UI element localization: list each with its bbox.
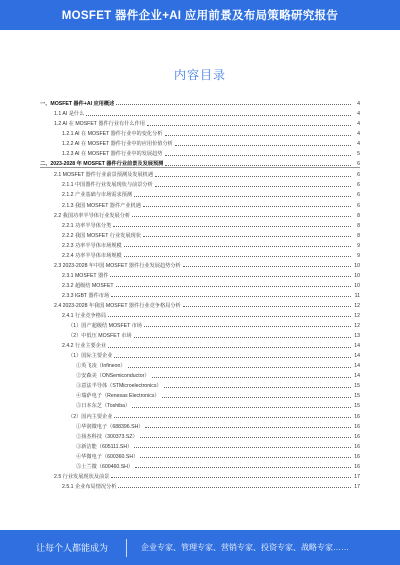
toc-page-number: 4 — [357, 121, 360, 128]
toc-entry[interactable] — [40, 349, 360, 359]
toc-dot-leader — [165, 155, 352, 156]
toc-entry-label: （1）国产超级结 MOSFET 市场 — [68, 323, 142, 330]
toc-entry-label: （1）国际主要企业 — [68, 353, 113, 360]
toc-page-number: 12 — [354, 323, 360, 330]
toc-entry-label: 2.3.1 MOSFET 器件 — [62, 272, 109, 279]
report-header-bar — [0, 0, 400, 30]
toc-entry[interactable] — [40, 309, 360, 319]
toc-dot-leader — [108, 347, 351, 348]
toc-entry[interactable] — [40, 470, 360, 480]
toc-entry-label: 2.2 我国功率半导体行业发展分析 — [54, 212, 131, 219]
toc-entry-label: 2.4 2023-2028 年我国 MOSFET 器件行业竞争格局分析 — [54, 302, 181, 309]
toc-entry[interactable] — [40, 399, 360, 409]
toc-entry-label: ④瑞萨电子（Renesas Electronics） — [76, 393, 160, 400]
toc-dot-leader — [113, 226, 351, 227]
toc-dot-leader — [118, 487, 351, 488]
toc-page-number: 9 — [357, 252, 360, 259]
toc-page-number: 10 — [354, 282, 360, 289]
toc-dot-leader — [86, 115, 351, 116]
report-title: MOSFET 器件企业+AI 应用前景及布局策略研究报告 — [61, 10, 339, 22]
toc-page-number: 4 — [357, 141, 360, 148]
toc-entry[interactable] — [40, 389, 360, 399]
toc-entry[interactable] — [40, 107, 360, 117]
toc-page-number: 6 — [357, 192, 360, 199]
toc-dot-leader — [135, 467, 351, 468]
toc-entry-label: 2.1.3 我国 MOSFET 器件产业机遇 — [62, 202, 141, 209]
toc-dot-leader — [155, 186, 351, 187]
toc-entry[interactable] — [40, 157, 360, 168]
toc-page-number: 15 — [354, 403, 360, 410]
toc-dot-leader — [132, 407, 351, 408]
toc-page-number: 6 — [357, 172, 360, 179]
toc-entry[interactable] — [40, 480, 360, 490]
toc-entry-label: 1.1 AI 是什么 — [54, 111, 85, 118]
toc-entry-label: 2.2.2 我国 MOSFET 行业发展现状 — [62, 232, 141, 239]
toc-entry-label: 2.1.2 产业基础与市场需求预测 — [62, 192, 133, 199]
toc-entry-label: 一、MOSFET 器件+AI 应用概述 — [40, 101, 115, 108]
toc-entry[interactable] — [40, 249, 360, 259]
toc-page-number: 13 — [354, 333, 360, 340]
toc-entry-label: （2）中低压 MOSFET 市场 — [68, 333, 132, 340]
footer-slogan-left: 让每个人都能成为 — [36, 543, 109, 553]
toc-page-number: 14 — [354, 363, 360, 370]
toc-entry-label: ③意法半导体（STMicroelectronics） — [76, 383, 162, 390]
toc-dot-leader — [124, 256, 351, 257]
toc-dot-leader — [114, 417, 351, 418]
toc-dot-leader — [114, 357, 351, 358]
toc-entry[interactable] — [40, 188, 360, 198]
toc-entry-label: 二、2023-2028 年 MOSFET 器件行业前景及发展预测 — [40, 161, 164, 168]
toc-entry[interactable] — [40, 178, 360, 188]
toc-dot-leader — [134, 447, 351, 448]
toc-dot-leader — [110, 276, 351, 277]
toc-entry[interactable] — [40, 440, 360, 450]
toc-page-number: 9 — [357, 242, 360, 249]
toc-dot-leader — [155, 176, 351, 177]
toc-entry-label: ②扬杰科技（300373.SZ） — [76, 433, 138, 440]
toc-page-number: 4 — [357, 131, 360, 138]
toc-dot-leader — [140, 437, 351, 438]
toc-entry[interactable] — [40, 137, 360, 147]
toc-dot-leader — [111, 296, 351, 297]
toc-entry-label: 2.1.1 中国器件行业发展现状与前景分析 — [62, 182, 153, 189]
toc-entry-label: 2.3 2023-2028 年中国 MOSFET 器件行业发展趋势分析 — [54, 262, 181, 269]
toc-entry-label: ④华微电子（600360.SH） — [76, 453, 139, 460]
toc-page-number: 8 — [357, 232, 360, 239]
toc-dot-leader — [183, 306, 351, 307]
toc-entry-label: 2.5.1 企业布局情况分析 — [62, 483, 117, 490]
toc-page-number: 16 — [354, 423, 360, 430]
toc-entry[interactable] — [40, 259, 360, 269]
toc-dot-leader — [165, 135, 352, 136]
toc-dot-leader — [108, 316, 351, 317]
toc-entry[interactable] — [40, 430, 360, 440]
toc-dot-leader — [134, 196, 351, 197]
toc-entry[interactable] — [40, 420, 360, 430]
toc-dot-leader — [116, 286, 351, 287]
toc-entry[interactable] — [40, 409, 360, 419]
toc-entry[interactable] — [40, 329, 360, 339]
toc-entry-label: 2.4.1 行业竞争格局 — [62, 313, 107, 320]
toc-page-number: 12 — [354, 302, 360, 309]
toc-dot-leader — [111, 477, 351, 478]
toc-entry[interactable] — [40, 168, 360, 178]
toc-page-number: 10 — [354, 262, 360, 269]
toc-page-number: 16 — [354, 443, 360, 450]
toc-page-number: 11 — [354, 292, 360, 299]
toc-entry-label: 1.2.3 AI 在 MOSFET 器件行业中的发展趋势 — [62, 151, 163, 158]
toc-heading: 内容目录 — [173, 68, 226, 82]
toc-page-number: 14 — [354, 373, 360, 380]
toc-dot-leader — [132, 216, 351, 217]
toc-page-number: 17 — [354, 473, 360, 480]
footer-bar — [0, 530, 400, 565]
toc-entry[interactable] — [40, 198, 360, 208]
toc-entry-label: 2.2.1 功率半导体分类 — [62, 222, 112, 229]
toc-page-number: 14 — [354, 343, 360, 350]
toc-page-number: 16 — [354, 463, 360, 470]
toc-entry[interactable] — [40, 239, 360, 249]
toc-page-number: 15 — [354, 393, 360, 400]
toc-page-number: 16 — [354, 453, 360, 460]
toc-entry[interactable] — [40, 379, 360, 389]
toc-page-number: 6 — [357, 202, 360, 209]
toc-entry-label: ②安森美（ONSemiconductor） — [76, 373, 150, 380]
toc-entry[interactable] — [40, 209, 360, 219]
toc-dot-leader — [128, 367, 351, 368]
toc-page-number: 4 — [357, 101, 360, 108]
toc-dot-leader — [162, 397, 351, 398]
toc-page-number: 6 — [357, 182, 360, 189]
toc-entry-label: ③新洁能（605111.SH） — [76, 443, 133, 450]
toc-dot-leader — [143, 206, 351, 207]
toc-dot-leader — [175, 145, 351, 146]
toc-entry-label: 2.4.2 行业主要企业 — [62, 343, 107, 350]
toc-entry[interactable] — [40, 127, 360, 137]
toc-page-number: 17 — [354, 483, 360, 490]
toc-page-number: 15 — [354, 383, 360, 390]
toc-dot-leader — [140, 457, 351, 458]
toc-entry[interactable] — [40, 289, 360, 299]
toc-entry-label: 1.2 AI 在 MOSFET 器件行业有什么作用 — [54, 121, 145, 128]
toc-entry[interactable] — [40, 359, 360, 369]
toc-page-number: 14 — [354, 353, 360, 360]
toc-entry[interactable] — [40, 219, 360, 229]
toc-entry-label: 2.3.2 超级结 MOSFET — [62, 282, 114, 289]
toc-dot-leader — [152, 377, 351, 378]
toc-entry[interactable] — [40, 117, 360, 127]
toc-entry[interactable] — [40, 147, 360, 157]
toc-entry-label: 2.2.4 功率半导体市场规模 — [62, 252, 122, 259]
footer-slogan-right: 企业专家、管理专家、营销专家、投资专家、战略专家…… — [141, 543, 350, 552]
toc-page-number: 4 — [357, 111, 360, 118]
toc-dot-leader — [147, 125, 351, 126]
toc-dot-leader — [165, 165, 351, 166]
toc-page-number: 12 — [354, 313, 360, 320]
toc-entry-label: 1.2.1 AI 在 MOSFET 器件行业中的变化分析 — [62, 131, 163, 138]
toc-dot-leader — [134, 337, 351, 338]
footer-divider — [126, 539, 127, 557]
toc-dot-leader — [144, 326, 351, 327]
toc-entry[interactable] — [40, 460, 360, 470]
toc-entry-label: 2.5 行业发展现状及前景 — [54, 473, 110, 480]
toc-entry[interactable] — [40, 269, 360, 279]
toc-entry-label: 2.1 MOSFET 器件行业前景预测及发展机遇 — [54, 172, 154, 179]
toc-dot-leader — [164, 387, 351, 388]
table-of-contents — [40, 97, 360, 490]
toc-entry-label: （2）国内主要企业 — [68, 413, 113, 420]
toc-dot-leader — [183, 266, 351, 267]
toc-entry[interactable] — [40, 319, 360, 329]
toc-entry[interactable] — [40, 279, 360, 289]
toc-entry-label: ①华润微电子（688396.SH） — [76, 423, 144, 430]
toc-page-number: 10 — [354, 272, 360, 279]
toc-entry[interactable] — [40, 369, 360, 379]
toc-page-number: 16 — [354, 413, 360, 420]
toc-entry-label: ⑤日本东芝（Toshiba） — [76, 403, 131, 410]
toc-entry-label: 2.3.3 IGBT 器件市场 — [62, 292, 110, 299]
toc-entry-label: 2.2.3 功率半导体市场规模 — [62, 242, 122, 249]
toc-dot-leader — [124, 246, 351, 247]
toc-entry[interactable] — [40, 97, 360, 107]
toc-page-number: 5 — [357, 151, 360, 158]
toc-entry-label: ⑤士兰微（600460.SH） — [76, 463, 134, 470]
toc-dot-leader — [143, 236, 351, 237]
toc-entry[interactable] — [40, 299, 360, 309]
toc-entry-label: 1.2.2 AI 在 MOSFET 器件行业中的应用价值分析 — [62, 141, 173, 148]
toc-page-number: 6 — [357, 161, 360, 168]
toc-entry-label: ①英飞凌（Infineon） — [76, 363, 126, 370]
toc-page-number: 8 — [357, 222, 360, 229]
toc-entry[interactable] — [40, 450, 360, 460]
toc-entry[interactable] — [40, 229, 360, 239]
toc-entry[interactable] — [40, 339, 360, 349]
toc-page-number: 8 — [357, 212, 360, 219]
toc-page-number: 16 — [354, 433, 360, 440]
toc-dot-leader — [116, 104, 351, 105]
toc-dot-leader — [145, 427, 351, 428]
